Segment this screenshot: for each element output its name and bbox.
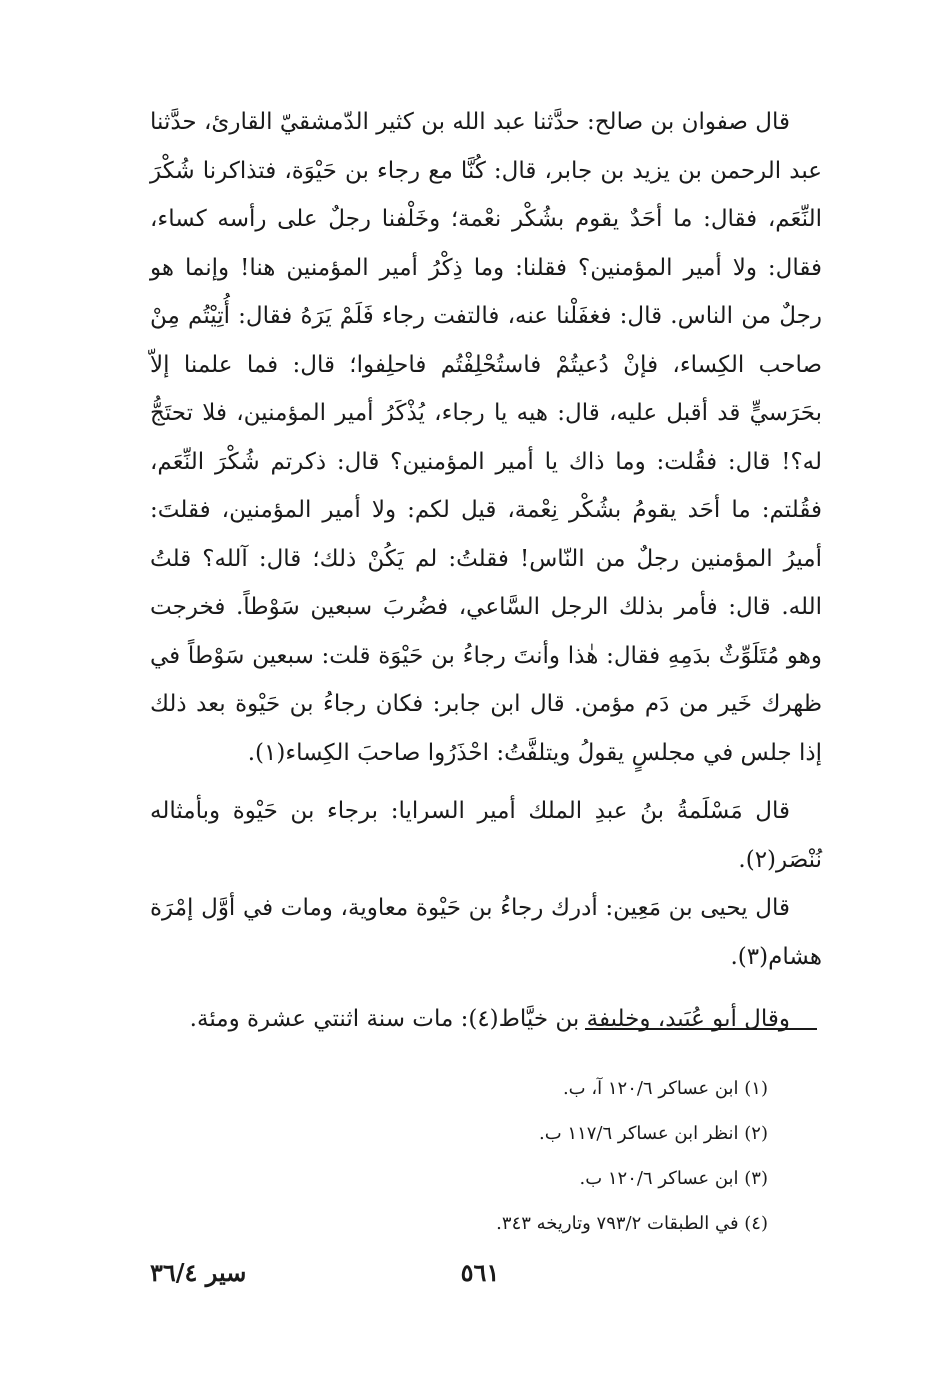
page-number: ٥٦١ [460, 1258, 500, 1287]
footnote-3: (٣) ابن عساكر ١٢٠/٦ ب. [579, 1168, 768, 1189]
footnote-4: (٤) في الطبقات ٧٩٣/٢ وتاريخه ٣٤٣. [496, 1213, 768, 1234]
paragraph-maslama: قال مَسْلَمةُ بنُ عبدِ الملك أمير السرايا: برجاء بن حَيْوة وبأمثاله نُنْصَر(٢). [150, 798, 822, 873]
footnotes [420, 1066, 768, 1246]
paragraph-narration: قال صفوان بن صالح: حدَّثنا عبد الله بن كثير الدّمشقيّ القارئ، حدَّثنا عبد الرحمن بن يزيد بن جابر، قال: كُنَّا مع رجاء بن حَيْوَة، فتذاكرنا شُكْرَ النِّعَم، فقال: ما أحَدٌ يقوم بشُكْر نعْمة؛ وخَلْفنا رجلٌ على رأسه كساء، فقال: ولا أمير المؤمنين؟ فقلنا: وما ذِكْرُ أمير المؤمنين هنا! وإنما هو رجلٌ من الناس. قال: فغفَلْنا عنه، فالتفت رجاء فَلَمْ يَرَهُ فقال: أُتِيْتُم مِنْ صاحب الكِساء، فإنْ دُعيتُمْ فاستُحْلِفْتُم فاحلِفوا؛ قال: فما علمنا إلاّ بحَرَسيٍّ قد أقبل عليه، قال: هيه يا رجاء، يُذْكَرُ أمير المؤمنين، فلا تحتَجُّ له؟! قال: فقُلت: وما ذاك يا أمير المؤمنين؟ قال: ذكرتم شُكْرَ النِّعَم، فقُلتم: ما أحَد يقومُ بشُكْر نِعْمة، قيل لكم: ولا أمير المؤمنين، فقلتَ: أميرُ المؤمنين رجلٌ من النّاس! فقلتُ: لم يَكُنْ ذلك؛ قال: آلله؟ قلتُ الله. قال: فأمر بذلك الرجل السَّاعي، فضُربَ سبعين سَوْطاً. فخرجت وهو مُتَلَوِّثٌ بدَمِهِ فقال: هٰذا وأنتَ رجاءُ بن حَيْوَة قلت: سبعين سَوْطاً في ظهرك خَير من دَم مؤمن. قال ابن جابر: فكان رجاءُ بن حَيْوة بعد ذلك إذا جلس في مجلسٍ يقولُ ويتلفَّتُ: احْذَرُوا صاحبَ الكِساء(١). [150, 109, 822, 766]
footnote-1: (١) ابن عساكر ١٢٠/٦ آ، ب. [562, 1078, 768, 1099]
paragraph-death-year: وقال أبو عُبَيد، وخليفة بن خيَّاط(٤): مات سنة اثنتي عشرة ومئة. [189, 1006, 790, 1032]
main-text [150, 98, 822, 1044]
printer-signature: سير ٣٦/٤ [150, 1258, 247, 1287]
paragraph-yahya: قال يحيى بن مَعِين: أدرك رجاءُ بن حَيْوة معاوية، ومات في أوَّل إمْرَة هشام(٣). [150, 895, 822, 970]
footnote-separator [585, 1028, 817, 1030]
footnote-2: (٢) انظر ابن عساكر ١١٧/٦ ب. [539, 1123, 768, 1144]
